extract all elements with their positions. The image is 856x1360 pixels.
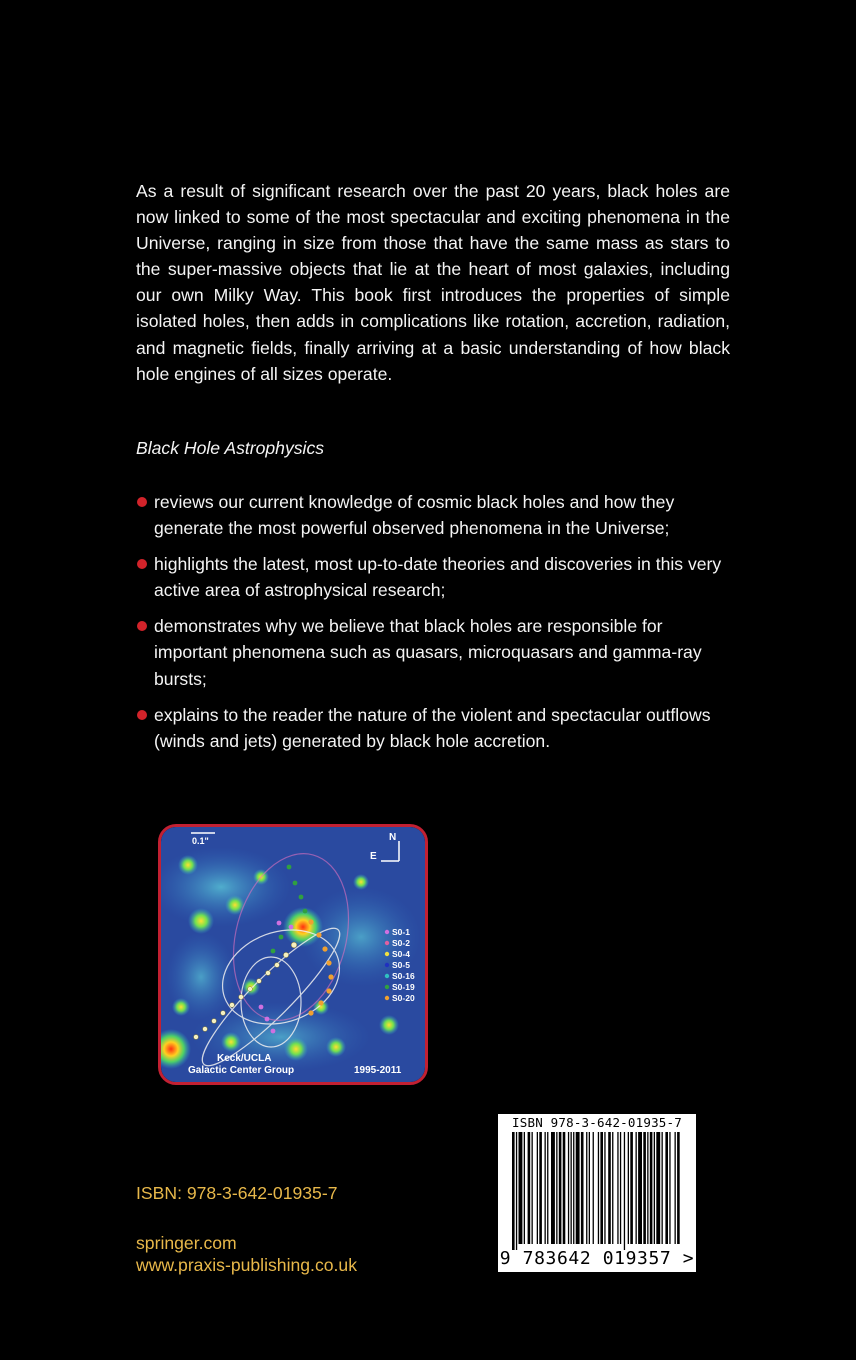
barcode-digits: 9 783642 019357 > [499, 1248, 695, 1269]
credit-line-1: Keck/UCLA [217, 1053, 272, 1064]
barcode-bar [576, 1132, 580, 1244]
barcode-bar [547, 1132, 548, 1244]
barcode-bar [573, 1132, 574, 1244]
barcode-bar [620, 1132, 621, 1244]
legend-swatch [385, 941, 389, 945]
bullet-dot-icon [137, 497, 147, 507]
barcode-bar [556, 1132, 557, 1244]
legend-label: S0-20 [392, 993, 415, 1003]
barcode-bar [608, 1132, 611, 1244]
galactic-center-orbits-figure [158, 824, 428, 1085]
barcode-bar [662, 1132, 663, 1244]
barcode-bar [551, 1132, 555, 1244]
barcode-bar [581, 1132, 584, 1244]
barcode-bar [600, 1132, 603, 1244]
publisher-url-praxis[interactable]: www.praxis-publishing.co.uk [136, 1255, 357, 1275]
compass-north-label: N [389, 832, 397, 843]
barcode-bar [589, 1132, 590, 1244]
barcode-bar [650, 1132, 653, 1244]
barcode-bar [638, 1132, 642, 1244]
isbn-barcode [498, 1114, 696, 1272]
publisher-url-springer[interactable]: springer.com [136, 1233, 237, 1253]
barcode-bar [628, 1132, 629, 1244]
legend-label: S0-1 [392, 927, 410, 937]
legend-label: S0-2 [392, 938, 410, 948]
figure-years: 1995-2011 [354, 1065, 402, 1076]
barcode-bar [598, 1132, 599, 1244]
barcode-bar [516, 1132, 517, 1250]
list-item-text: explains to the reader the nature of the violent and spectacular outflows (winds and jets) generated by black hole accretion. [154, 704, 711, 751]
legend-swatch [385, 930, 389, 934]
barcode-bar [586, 1132, 587, 1244]
legend-label: S0-4 [392, 949, 410, 959]
barcode-bar [604, 1132, 605, 1244]
compass-east-label: E [370, 851, 377, 862]
barcode-bar [524, 1132, 525, 1244]
legend-swatch [385, 974, 389, 978]
barcode-bar [612, 1132, 613, 1244]
barcode-top-label: ISBN 978-3-642-01935-7 [512, 1115, 682, 1130]
legend-label: S0-19 [392, 982, 415, 992]
legend-label: S0-5 [392, 960, 410, 970]
bullet-dot-icon [137, 621, 147, 631]
barcode-bar [677, 1132, 680, 1244]
barcode-bar [636, 1132, 637, 1244]
list-item [136, 551, 736, 603]
barcode-bar [654, 1132, 655, 1244]
barcode-bar [593, 1132, 594, 1244]
barcode-bar [559, 1132, 562, 1244]
barcode-bar [519, 1132, 523, 1244]
feature-list [136, 489, 736, 764]
book-title-italic: Black Hole Astrophysics [136, 438, 325, 458]
bullet-dot-icon [137, 710, 147, 720]
list-item-text: demonstrates why we believe that black holes are responsible for important phenomena such as quasars, microquasars and gamma-ray bursts; [154, 616, 702, 689]
barcode-bar [537, 1132, 538, 1244]
barcode-bar [656, 1132, 660, 1244]
barcode-bar [568, 1132, 569, 1244]
legend-swatch [385, 985, 389, 989]
list-item-text: reviews our current knowledge of cosmic black holes and how they generate the most powerful observed phenomena in the Universe; [154, 492, 675, 539]
credit-line-2: Galactic Center Group [188, 1065, 295, 1076]
legend-swatch [385, 952, 389, 956]
barcode-bar [545, 1132, 546, 1244]
list-item [136, 489, 736, 541]
legend-label: S0-16 [392, 971, 415, 981]
barcode-bar [512, 1132, 515, 1250]
orbit-image [161, 827, 425, 1082]
barcode-bar [624, 1132, 625, 1250]
scale-label: 0.1" [192, 836, 209, 846]
barcode-bar [617, 1132, 618, 1244]
legend-swatch [385, 996, 389, 1000]
barcode-bar [563, 1132, 566, 1244]
barcode-bar [669, 1132, 670, 1244]
barcode-bar [630, 1132, 633, 1244]
list-item [136, 702, 736, 754]
barcode-bar [539, 1132, 542, 1244]
bullet-dot-icon [137, 559, 147, 569]
back-cover-blurb: As a result of significant research over the past 20 years, black holes are now linked to some of the most spectacular and exciting phenomena in the Universe, ranging in size from those that have the same mass as stars to the super-massive objects that lie at the heart of most galaxies, including our own Milky Way. This book first introduces the properties of simple isolated holes, then adds in complications like rotation, accretion, radiation, and magnetic fields, finally arriving at a basic understanding of how black hole engines of all sizes operate. [136, 181, 730, 384]
barcode-bar [532, 1132, 533, 1244]
barcode-bar [643, 1132, 646, 1244]
legend-swatch [385, 963, 389, 967]
isbn-text: ISBN: 978-3-642-01935-7 [136, 1183, 338, 1203]
list-item [136, 613, 736, 691]
barcode-bar [665, 1132, 668, 1244]
barcode-bar [528, 1132, 531, 1244]
barcode-bar [571, 1132, 572, 1244]
list-item-text: highlights the latest, most up-to-date theories and discoveries in this very active area of astrophysical research; [154, 554, 722, 601]
barcode-bar [647, 1132, 648, 1244]
barcode-bar [675, 1132, 676, 1244]
